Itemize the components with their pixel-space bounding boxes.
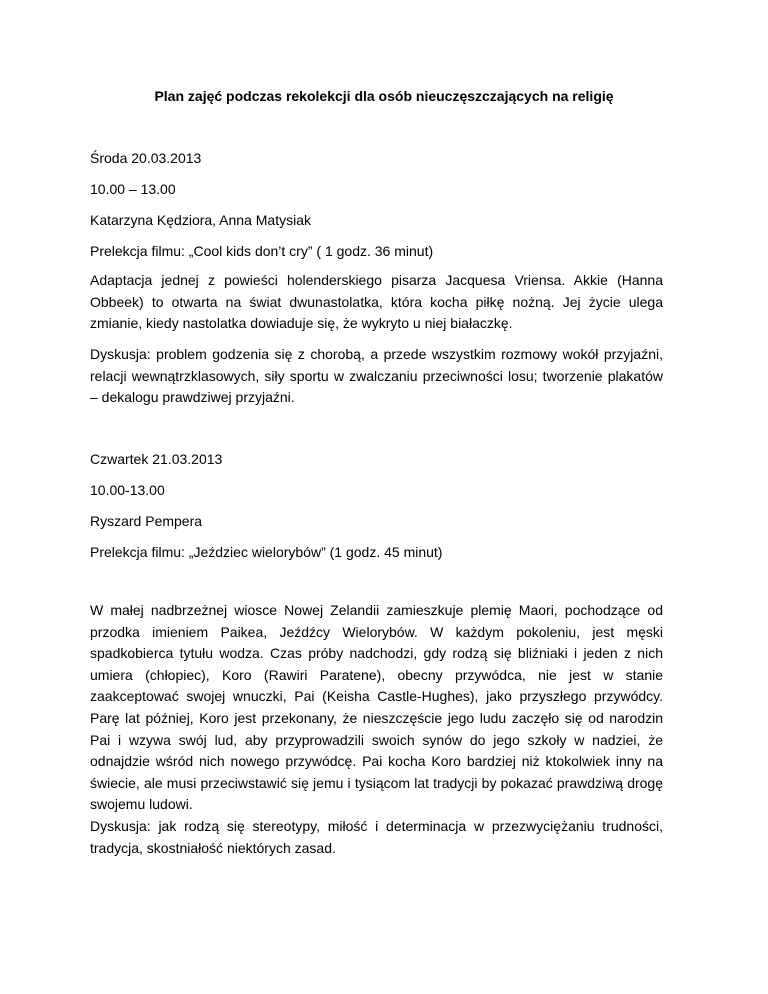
session-1-film: Prelekcja filmu: „Cool kids don’t cry” ( 1 godz. 36 minut): [90, 243, 434, 259]
session-2-description: W małej nadbrzeżnej wiosce Nowej Zelandii zamieszkuje plemię Maori, pochodzące od przodka imieniem Paikea, Jeźdźcy Wielorybów. W każdym pokoleniu, jest męski spadkobierca tytułu wodza. Czas próby nadchodzi, gdy rodzą się bliźniaki i jeden z nich umiera (chłopiec), Koro (Rawiri Paratene), obecny przywódca, nie jest w stanie zaakceptować swojej wnuczki, Pai (Keisha Castle-Hughes), jako przyszłego przywódcy. Parę lat później, Koro jest przekonany, że nieszczęście jego ludu zaczęło się od narodzin Pai i wzywa swój lud, aby przyprowadzili swoich synów do jego szkoły w nadziei, że odnajdzie wśród nich nowego przywódcę. Pai kocha Koro bardziej niż ktokolwiek inny na świecie, ale musi przeciwstawić się jemu i tysiącom lat tradycji by pokazać prawdziwą drogę swojemu ludowi.: [90, 602, 663, 813]
session-1-description: Adaptacja jednej z powieści holenderskiego pisarza Jacquesa Vriensa. Akkie (Hanna Obbeek) to otwarta na świat dwunastolatka, która kocha piłkę nożną. Jej życie ulega zmianie, kiedy nastolatka dowiaduje się, że wykryto u niej białaczkę.: [90, 272, 663, 332]
session-2-discussion: Dyskusja: jak rodzą się stereotypy, miłość i determinacja w przezwyciężaniu trudności, tradycja, skostniałość niektórych zasad.: [90, 818, 663, 856]
session-1-discussion: Dyskusja: problem godzenia się z chorobą, a przede wszystkim rozmowy wokół przyjaźni, relacji wewnątrzklasowych, siły sportu w zwalczaniu przeciwności losu; tworzenie plakatów – dekalogu prawdziwej przyjaźni.: [90, 346, 663, 406]
document-title: Plan zajęć podczas rekolekcji dla osób nieuczęszczających na religię: [154, 88, 614, 104]
session-2-film: Prelekcja filmu: „Jeździec wielorybów” (1 godz. 45 minut): [90, 544, 443, 560]
session-2-leaders: Ryszard Pempera: [90, 513, 203, 529]
session-2-time: 10.00-13.00: [90, 482, 165, 498]
session-1-date: Środa 20.03.2013: [90, 150, 202, 166]
session-2-date: Czwartek 21.03.2013: [90, 451, 223, 467]
session-1-leaders: Katarzyna Kędziora, Anna Matysiak: [90, 212, 312, 228]
session-1-time: 10.00 – 13.00: [90, 181, 176, 197]
